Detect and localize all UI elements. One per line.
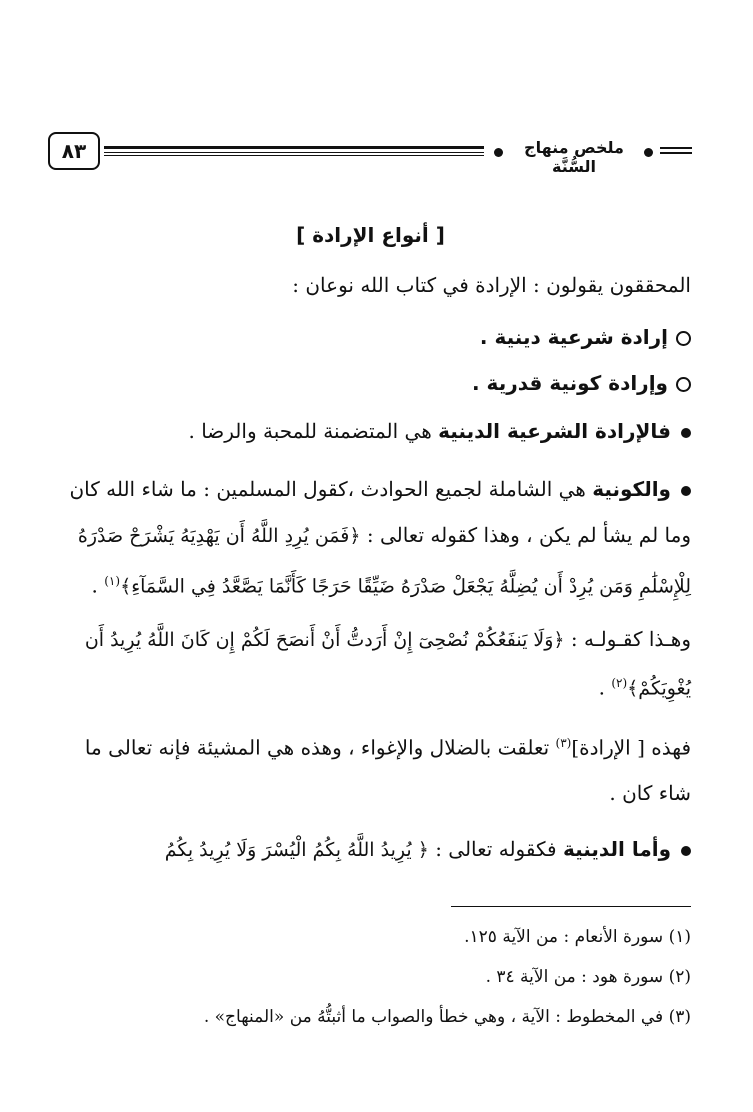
- dot-bullet-icon: [681, 428, 691, 438]
- footnote: (١) سورة الأنعام : من الآية ١٢٥.: [464, 927, 691, 947]
- paragraph-line: فهذه [ الإرادة]$^{(٣)}$ تعلقت بالضلال والإغواء ، وهذه هي المشيئة فإنه تعالى ما: [84, 735, 691, 760]
- paragraph-line: والكونية هي الشاملة لجميع الحوادث ،كقول المسلمين : ما شاء الله كان: [50, 474, 691, 504]
- header-rule-short: [660, 147, 692, 157]
- paragraph-line: المحققون يقولون : الإرادة في كتاب الله نوعان :: [292, 273, 691, 297]
- list-item: إرادة شرعية دينية .: [50, 322, 691, 352]
- page-header: [48, 132, 688, 178]
- paragraph-line: يُغْوِيَكُمْ﴾$^{(٢)}$ .: [598, 675, 691, 700]
- paragraph-line: شاء كان .: [609, 781, 691, 805]
- paragraph-line: وما لم يشأ لم يكن ، وهذا كقوله تعالى : ﴿فَمَن يُرِدِ اللَّهُ أَن يَهْدِيَهُ يَشْرَحْ صَدْرَهُ: [77, 523, 691, 547]
- quran-verse: ﴿فَمَن يُرِدِ اللَّهُ أَن يَهْدِيَهُ يَشْرَحْ صَدْرَهُ: [77, 525, 361, 547]
- paragraph-line: فالإرادة الشرعية الدينية هي المتضمنة للمحبة والرضا .: [50, 416, 691, 446]
- paragraph-line: وهـذا كقـولـه : ﴿وَلَا يَنفَعُكُمْ نُصْحِىٓ إِنْ أَرَدتُّ أَنْ أَنصَحَ لَكُمْ إِن كَانَ اللَّهُ يُرِيدُ أَن: [84, 627, 691, 651]
- circle-bullet-icon: [676, 331, 691, 346]
- page-number: ٨٣: [48, 132, 100, 170]
- running-title: ملخص منهاج السُّنَّة: [524, 138, 624, 176]
- section-heading: [ أنواع الإرادة ]: [296, 223, 445, 247]
- footnote-mark: (٣): [555, 736, 572, 750]
- footnote: (٣) في المخطوط : الآية ، وهي خطأ والصواب ما أثبتُّهُ من «المنهاج» .: [203, 1007, 691, 1027]
- quran-verse: يُغْوِيَكُمْ﴾: [627, 677, 691, 700]
- footnote-divider: [451, 906, 691, 907]
- paragraph-line: وأما الدينية فكقوله تعالى : ﴿ يُرِيدُ اللَّهُ بِكُمُ الْيُسْرَ وَلَا يُرِيدُ بِكُمُ: [50, 834, 691, 865]
- paragraph-line: لِلْإِسْلَٰمِ وَمَن يُرِدْ أَن يُضِلَّهُ يَجْعَلْ صَدْرَهُ ضَيِّقًا حَرَجًا كَأَنَّمَا يَصَّعَّدُ فِي السَّمَآءِ﴾$^{(١)}$ .: [91, 573, 691, 598]
- dot-bullet-icon: [681, 486, 691, 496]
- header-dot-icon: [494, 148, 503, 157]
- list-item: وإرادة كونية قدرية .: [50, 368, 691, 398]
- quran-verse: ﴿ يُرِيدُ اللَّهُ بِكُمُ الْيُسْرَ وَلَا يُرِيدُ بِكُمُ: [164, 839, 429, 861]
- circle-bullet-icon: [676, 377, 691, 392]
- dot-bullet-icon: [681, 846, 691, 856]
- quran-verse: ﴿وَلَا يَنفَعُكُمْ نُصْحِىٓ إِنْ أَرَدتُّ أَنْ أَنصَحَ لَكُمْ إِن كَانَ اللَّهُ يُرِيدُ أَن: [84, 629, 565, 651]
- header-dot-icon: [644, 148, 653, 157]
- quran-verse: لِلْإِسْلَٰمِ وَمَن يُرِدْ أَن يُضِلَّهُ يَجْعَلْ صَدْرَهُ ضَيِّقًا حَرَجًا كَأَنَّمَا يَصَّعَّدُ فِي السَّمَآءِ﴾: [120, 575, 691, 598]
- footnote-mark: (٢): [611, 676, 628, 690]
- footnote-mark: (١): [104, 574, 121, 588]
- footnote: (٢) سورة هود : من الآية ٣٤ .: [485, 967, 691, 987]
- header-rule: [104, 146, 484, 158]
